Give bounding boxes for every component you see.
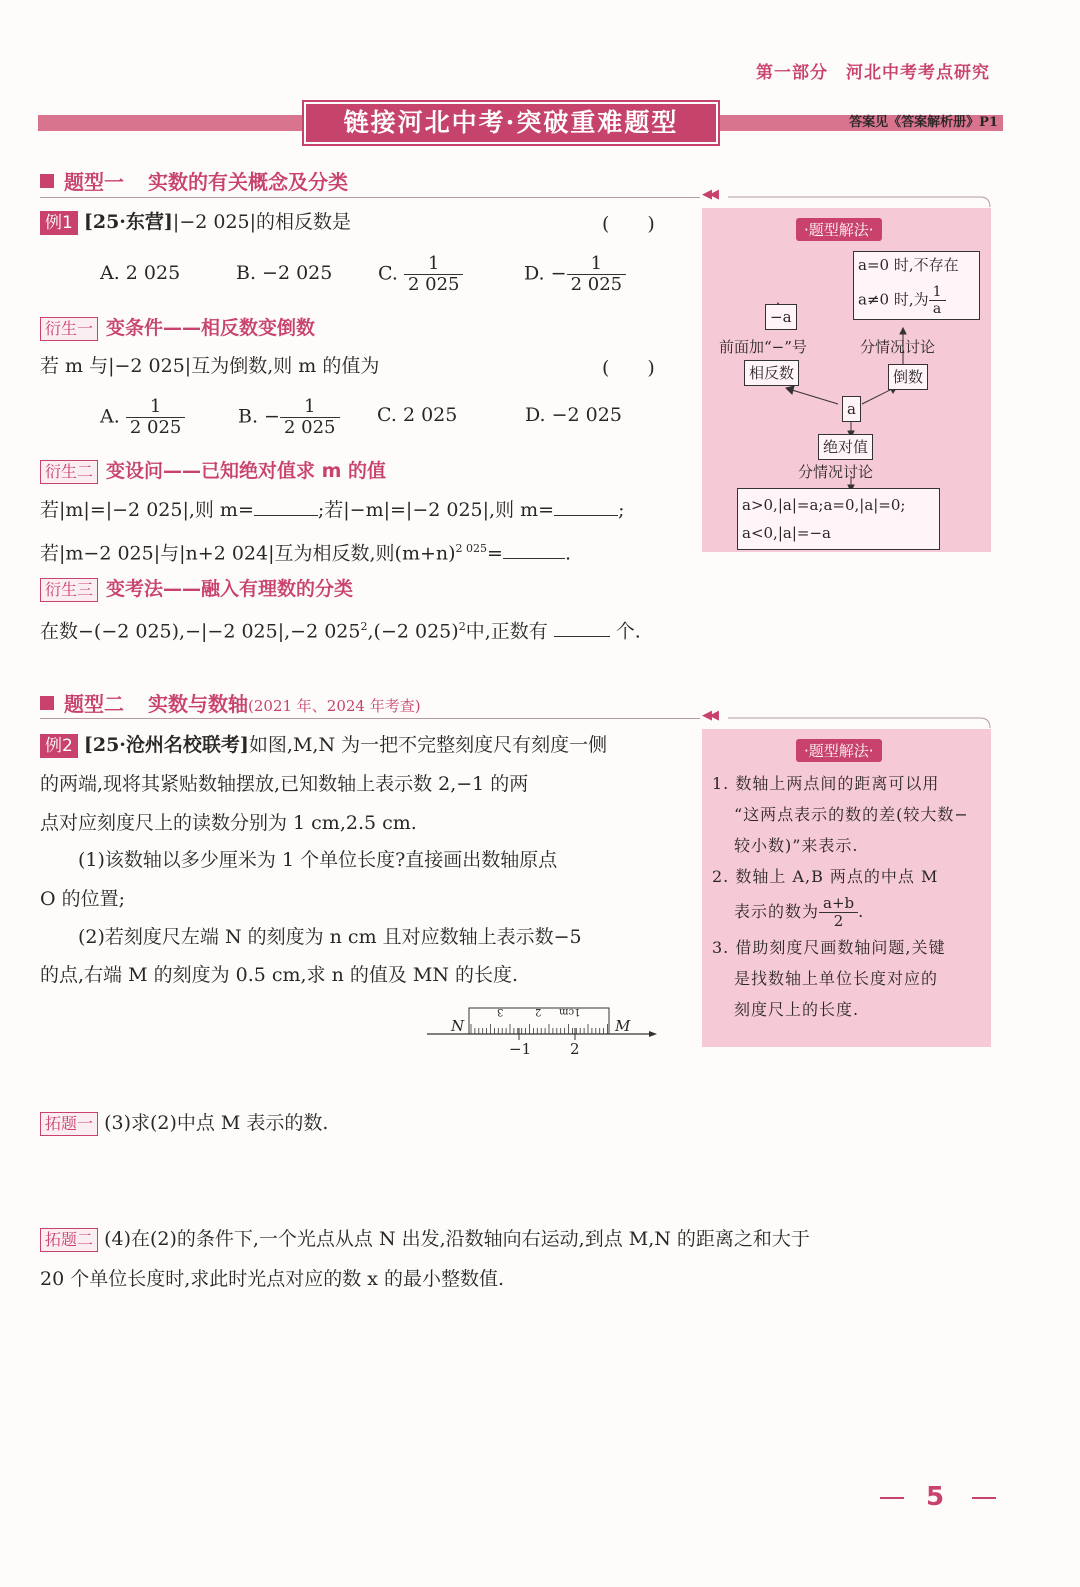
example-tag: 例1 bbox=[40, 211, 78, 235]
page-dash-left bbox=[880, 1497, 904, 1499]
page-dash-right bbox=[972, 1497, 996, 1499]
section-rule bbox=[40, 718, 700, 719]
page-number: 5 bbox=[926, 1482, 945, 1512]
rewind-arrows-icon: ◀◀ bbox=[702, 708, 716, 723]
derived-tag: 衍生二 bbox=[40, 460, 98, 484]
answer-reference: 答案见《答案解析册》P1 bbox=[849, 115, 998, 130]
option-a: A. $\frac{1}{2 025}$ bbox=[100, 397, 185, 438]
derived-title: 变设问——已知绝对值求 m 的值 bbox=[106, 460, 387, 482]
cases-label: 分情况讨论 bbox=[860, 338, 936, 356]
source-label: [25·沧州名校联考] bbox=[83, 734, 249, 756]
answer-paren: ( ) bbox=[602, 357, 655, 379]
tick-label-neg1: −1 bbox=[509, 1040, 532, 1058]
panel-corner-rule bbox=[728, 190, 992, 210]
ruler-number-line-figure bbox=[425, 998, 665, 1066]
extension-1: 拓题一 (3)求(2)中点 M 表示的数. bbox=[40, 1110, 328, 1136]
example-1-stem bbox=[40, 209, 351, 235]
derived-title: 变条件——相反数变倒数 bbox=[106, 317, 316, 339]
answer-blank[interactable] bbox=[554, 515, 618, 516]
section-heading-1 bbox=[40, 166, 348, 195]
fraction: $\frac{1}{2 025}$ bbox=[404, 254, 464, 295]
cases-label-2: 分情况讨论 bbox=[798, 463, 874, 481]
extension-tag: 拓题一 bbox=[40, 1112, 98, 1136]
section-title: 题型一 bbox=[64, 170, 124, 194]
prefix-label: 前面加“−”号 bbox=[719, 338, 807, 356]
method-panel-2-text: 1. 数轴上两点间的距离可以用 “这两点表示的数的差(较大数− 较小数)”来表示. 2. 数轴上 A,B 两点的中点 M 表示的数为 $\frac{a+b}{2}$ . 3. 借助刻度尺画数轴问题,关键 是找数轴上单位长度对应的 刻度尺上的长度. bbox=[712, 774, 969, 1019]
running-head: 第一部分 河北中考考点研究 bbox=[756, 63, 990, 83]
fraction: $\frac{1}{2 025}$ bbox=[280, 397, 340, 438]
answer-blank[interactable] bbox=[554, 636, 610, 637]
derived-title: 变考法——融入有理数的分类 bbox=[106, 578, 354, 600]
method-panel-tag: ·题型解法· bbox=[796, 739, 882, 762]
section-subtitle: 实数的有关概念及分类 bbox=[148, 170, 348, 194]
section-subtitle: 实数与数轴 bbox=[148, 692, 248, 716]
example-2-part-2-cont: 的点,右端 M 的刻度为 0.5 cm,求 n 的值及 MN 的长度. bbox=[40, 964, 519, 986]
derived-2-line-2: 若|m−2 025|与|n+2 024|互为相反数,则$(m+n)^{2 025}=$ . bbox=[40, 542, 571, 565]
negative-a-box: −a bbox=[765, 304, 797, 330]
extension-2-line-1: 拓题二 (4)在(2)的条件下,一个光点从点 N 出发,沿数轴向右运动,到点 M,N 的距离之和大于 bbox=[40, 1226, 810, 1252]
derived-2-line-1: 若|m|=|−2 025|,则 m= ;若|−m|=|−2 025|,则 m= ; bbox=[40, 499, 625, 521]
absolute-value-box: 绝对值 bbox=[818, 434, 873, 460]
fraction: $\frac{1}{2 025}$ bbox=[126, 397, 186, 438]
answer-blank[interactable] bbox=[503, 558, 565, 559]
label-n: N bbox=[451, 1017, 465, 1035]
option-d: D. − $\frac{1}{2 025}$ bbox=[524, 254, 626, 295]
option-a: A. 2 025 bbox=[100, 262, 181, 284]
derived-3-heading bbox=[40, 574, 353, 602]
answer-blank[interactable] bbox=[254, 515, 318, 516]
method-panel-tag: ·题型解法· bbox=[796, 218, 882, 241]
reciprocal-cases-box: a=0 时,不存在 a≠0 时,为 $\frac{1}{a}$ bbox=[853, 251, 980, 320]
ruler-mark-3: 3 bbox=[497, 1006, 504, 1017]
example-tag: 例2 bbox=[40, 734, 78, 758]
reciprocal-box: 倒数 bbox=[888, 364, 928, 390]
a-box: a bbox=[842, 396, 861, 422]
fraction: $\frac{1}{2 025}$ bbox=[567, 254, 627, 295]
square-bullet-icon bbox=[40, 696, 54, 710]
derived-tag: 衍生三 bbox=[40, 578, 98, 602]
example-2-line-3: 点对应刻度尺上的读数分别为 1 cm,2.5 cm. bbox=[40, 812, 417, 834]
source-label: [25·东营] bbox=[83, 211, 173, 233]
answer-paren: ( ) bbox=[602, 213, 655, 235]
section-heading-2 bbox=[40, 688, 421, 717]
option-b: B. − $\frac{1}{2 025}$ bbox=[238, 397, 340, 438]
option-b: B. −2 025 bbox=[236, 262, 333, 284]
banner-title: 链接河北中考·突破重难题型 bbox=[306, 104, 716, 142]
option-c: C. 2 025 bbox=[377, 404, 458, 426]
extension-2-line-2: 20 个单位长度时,求此时光点对应的数 x 的最小整数值. bbox=[40, 1268, 505, 1290]
derived-1-stem: 若 m 与|−2 025|互为倒数,则 m 的值为 bbox=[40, 355, 380, 377]
square-bullet-icon bbox=[40, 174, 54, 188]
question-text: |−2 025|的相反数是 bbox=[172, 211, 352, 233]
panel-corner-rule bbox=[728, 711, 992, 731]
ruler-mark-2: 2 bbox=[535, 1006, 542, 1017]
derived-1-heading bbox=[40, 313, 315, 341]
absolute-rule-box: a>0,|a|=a;a=0,|a|=0; a<0,|a|=−a bbox=[737, 488, 940, 550]
derived-tag: 衍生一 bbox=[40, 317, 98, 341]
rewind-arrows-icon: ◀◀ bbox=[702, 187, 716, 202]
ruler-mark-1cm: 1cm bbox=[559, 1006, 581, 1017]
section-rule bbox=[40, 197, 700, 198]
derived-2-heading bbox=[40, 456, 386, 484]
section-title: 题型二 bbox=[64, 692, 124, 716]
example-2-part-1: (1)该数轴以多少厘米为 1 个单位长度?直接画出数轴原点 bbox=[78, 849, 558, 871]
option-d: D. −2 025 bbox=[525, 404, 622, 426]
tick-label-2: 2 bbox=[570, 1040, 580, 1058]
option-c: C. $\frac{1}{2 025}$ bbox=[378, 254, 463, 295]
example-2-part-1-cont: O 的位置; bbox=[40, 888, 126, 910]
section-note: (2021 年、2024 年考查) bbox=[248, 697, 421, 715]
opposite-box: 相反数 bbox=[744, 360, 799, 386]
label-m: M bbox=[615, 1017, 631, 1035]
example-2-line-2: 的两端,现将其紧贴数轴摆放,已知数轴上表示数 2,−1 的两 bbox=[40, 773, 529, 795]
example-2-line-1: 例2 [25·沧州名校联考]如图,M,N 为一把不完整刻度尺有刻度一侧 bbox=[40, 732, 607, 758]
example-2-part-2: (2)若刻度尺左端 N 的刻度为 n cm 且对应数轴上表示数−5 bbox=[78, 926, 582, 948]
derived-3-stem: 在数−(−2 025),−|−2 025|,−2 $025^2,(-2$ 025)$^2$中,正数有 个. bbox=[40, 620, 641, 643]
extension-tag: 拓题二 bbox=[40, 1228, 98, 1252]
